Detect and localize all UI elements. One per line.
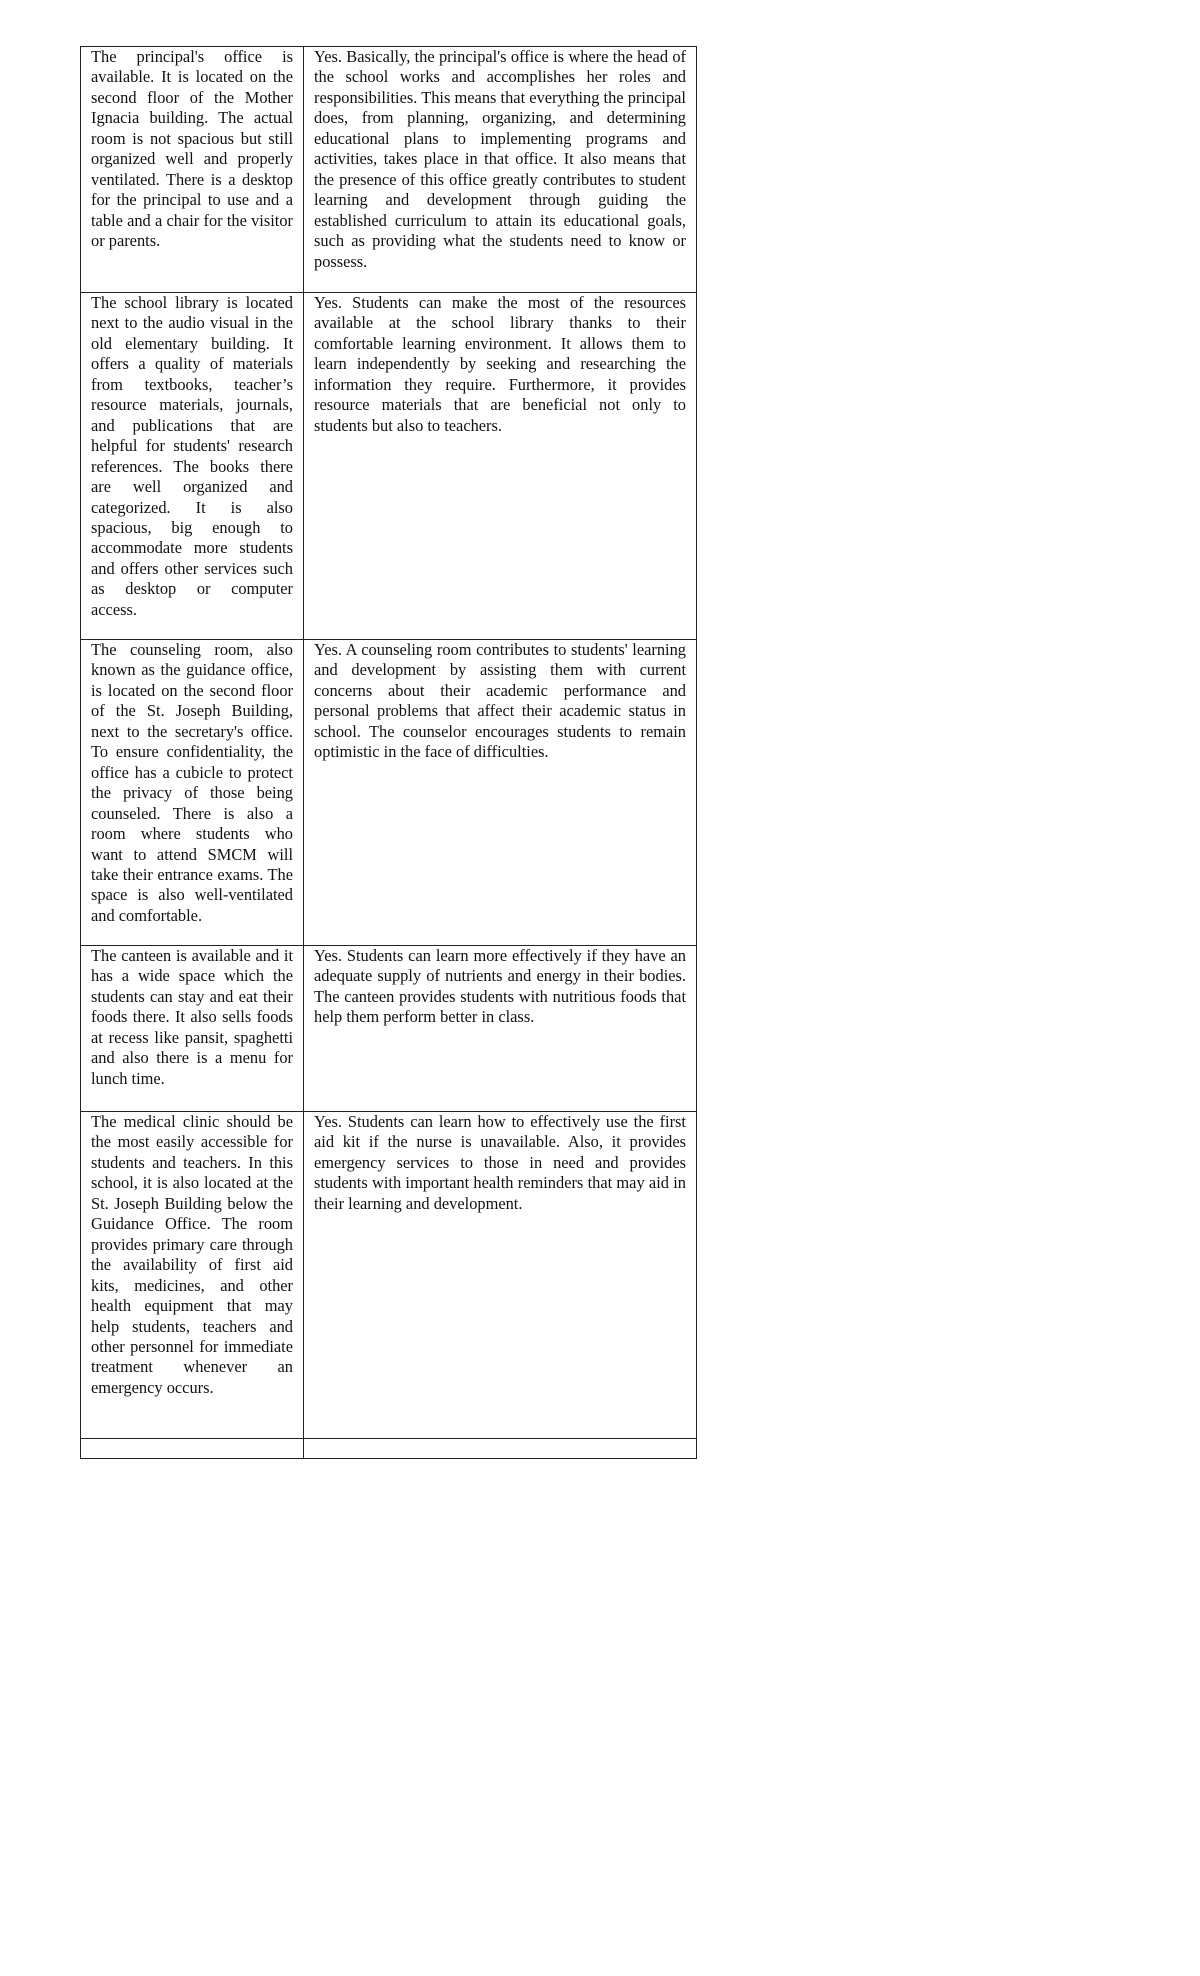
facility-description-cell xyxy=(81,640,304,946)
empty-cell xyxy=(81,1439,304,1459)
facility-description-cell xyxy=(81,1112,304,1439)
facility-contribution: Yes. A counseling room contributes to students' learning and development by assisting them with current concerns about their academic performance and personal problems that affect their academic status in school. The counselor encourages students to remain optimistic in the face of difficulties. xyxy=(314,640,686,762)
facility-contribution-cell xyxy=(304,640,697,946)
table-row xyxy=(81,47,697,293)
facility-description: The principal's office is available. It is located on the second floor of the Mother Ignacia building. The actual room is not spacious but still organized well and properly ventilated. There is a desktop for the principal to use and a table and a chair for the visitor or parents. xyxy=(91,47,293,251)
facility-contribution: Yes. Students can learn more effectively if they have an adequate supply of nutrients and energy in their bodies. The canteen provides students with nutritious foods that help them perform better in class. xyxy=(314,946,686,1027)
facility-description: The counseling room, also known as the guidance office, is located on the second floor of the St. Joseph Building, next to the secretary's office. To ensure confidentiality, the office has a cubicle to protect the privacy of those being counseled. There is also a room where students who want to attend SMCM will take their entrance exams. The space is also well-ventilated and comfortable. xyxy=(91,640,293,925)
facility-contribution-cell xyxy=(304,946,697,1112)
table-row xyxy=(81,946,697,1112)
facility-contribution-cell xyxy=(304,293,697,640)
empty-cell xyxy=(304,1439,697,1459)
facility-description: The canteen is available and it has a wide space which the students can stay and eat their foods there. It also sells foods at recess like pansit, spaghetti and also there is a menu for lunch time. xyxy=(91,946,293,1088)
facility-description-cell xyxy=(81,946,304,1112)
facilities-table xyxy=(80,46,697,1459)
table-row xyxy=(81,640,697,946)
facility-contribution-cell xyxy=(304,47,697,293)
table-row-empty xyxy=(81,1439,697,1459)
facility-description-cell xyxy=(81,47,304,293)
facility-description-cell xyxy=(81,293,304,640)
facility-contribution: Yes. Students can make the most of the resources available at the school library thanks to their comfortable learning environment. It allows them to learn independently by seeking and researching the information they require. Furthermore, it provides resource materials that are beneficial not only to students but also to teachers. xyxy=(314,293,686,435)
facility-description: The school library is located next to the audio visual in the old elementary building. It offers a quality of materials from textbooks, teacher’s resource materials, journals, and publications that are helpful for students' research references. The books there are well organized and categorized. It is also spacious, big enough to accommodate more students and offers other services such as desktop or computer access. xyxy=(91,293,293,619)
table-row xyxy=(81,293,697,640)
facility-contribution: Yes. Students can learn how to effectively use the first aid kit if the nurse is unavailable. Also, it provides emergency services to those in need and provides students with important health reminders that may aid in their learning and development. xyxy=(314,1112,686,1213)
facility-contribution: Yes. Basically, the principal's office is where the head of the school works and accomplishes her roles and responsibilities. This means that everything the principal does, from planning, organizing, and determining educational plans to implementing programs and activities, takes place in that office. It also means that the presence of this office greatly contributes to student learning and development through guiding the established curriculum to attain its educational goals, such as providing what the students need to know or possess. xyxy=(314,47,686,271)
table-row xyxy=(81,1112,697,1439)
facility-contribution-cell xyxy=(304,1112,697,1439)
facility-description: The medical clinic should be the most easily accessible for students and teachers. In this school, it is also located at the St. Joseph Building below the Guidance Office. The room provides primary care through the availability of first aid kits, medicines, and other health equipment that may help students, teachers and other personnel for immediate treatment whenever an emergency occurs. xyxy=(91,1112,293,1397)
